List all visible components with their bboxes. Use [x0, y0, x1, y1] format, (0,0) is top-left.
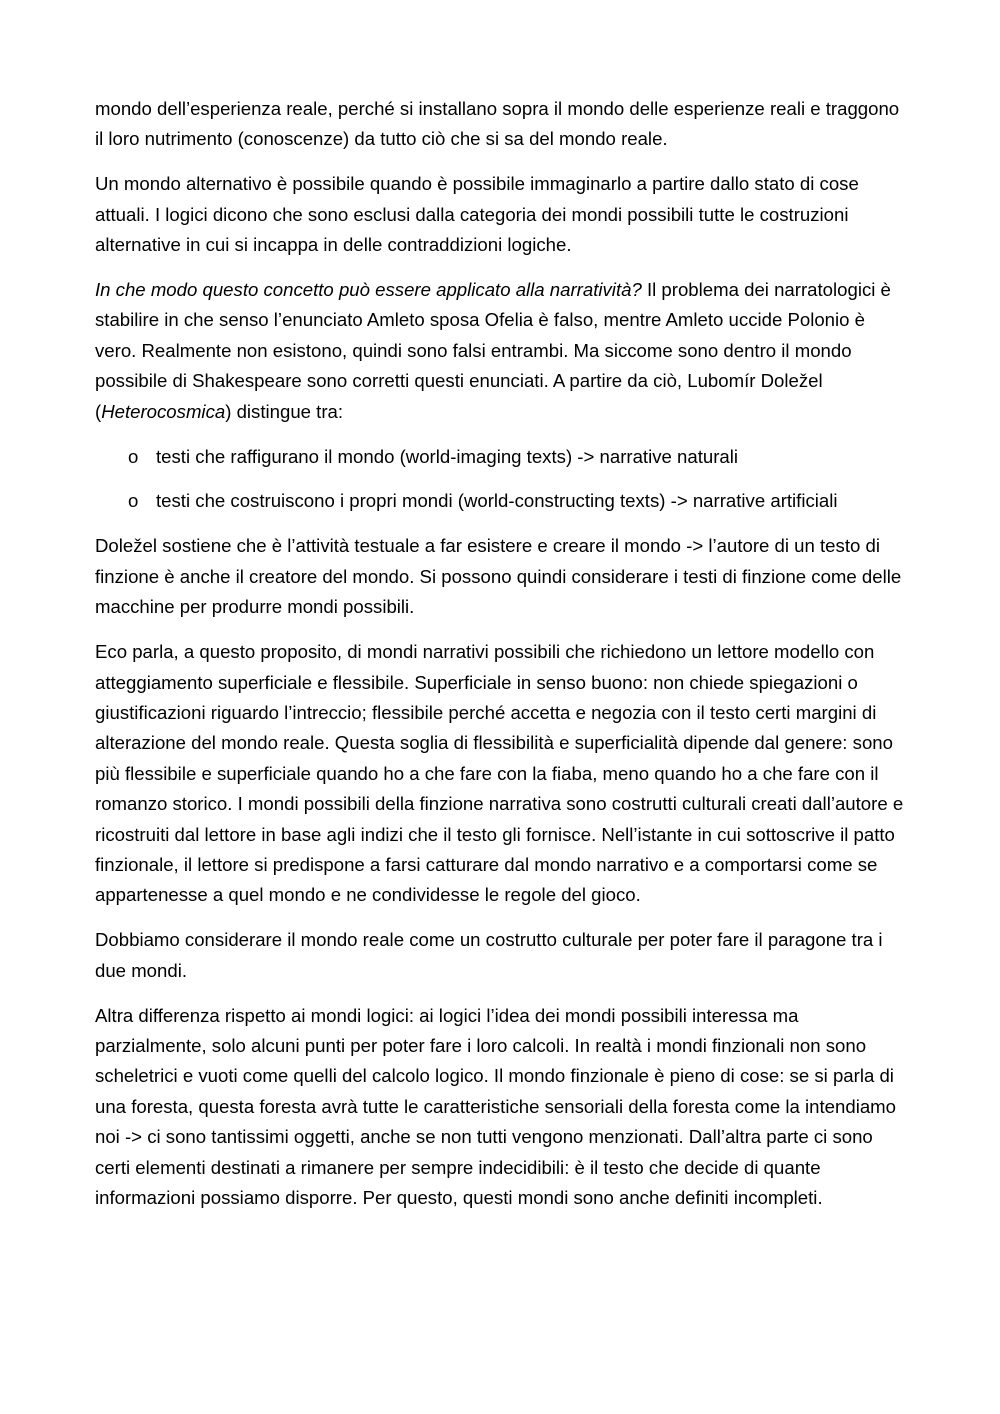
paragraph-3-text-b: ) distingue tra: [225, 400, 344, 422]
book-title: Heterocosmica [101, 400, 226, 422]
list-item-text: testi che costruiscono i propri mondi (world-constructing texts) -> narrative artificiali [156, 490, 838, 512]
list-item [95, 442, 910, 472]
list-item-text: testi che raffigurano il mondo (world-imaging texts) -> narrative naturali [156, 445, 739, 467]
bullet-marker: o [128, 445, 139, 467]
paragraph-3 [95, 275, 910, 427]
list-item [95, 486, 910, 516]
paragraph-2: Un mondo alternativo è possibile quando è possibile immaginarlo a partire dallo stato di cose attuali. I logici dicono che sono esclusi dalla categoria dei mondi possibili tutte le costruzioni alternative in cui si incappa in delle contraddizioni logiche. [95, 173, 859, 256]
document-page [95, 94, 910, 1228]
bullet-marker: o [128, 490, 139, 512]
bullet-list [95, 442, 910, 517]
paragraph-3-text-a: Il problema dei narratologici è stabilire in che senso l’enunciato Amleto sposa Ofelia è falso, mentre Amleto uccide Polonio è vero. Realmente non esistono, quindi sono falsi entrambi. Ma siccome sono dentro il mondo possibile di Shakespeare sono corretti questi enunciati. A partire da ciò, Lubomír Doležel ( [95, 279, 891, 422]
paragraph-7: Altra differenza rispetto ai mondi logici: ai logici l’idea dei mondi possibili interessa ma parzialmente, solo alcuni punti per poter fare i loro calcoli. In realtà i mondi finzionali non sono scheletrici e vuoti come quelli del calcolo logico. Il mondo finzionale è pieno di cose: se si parla di una foresta, questa foresta avrà tutte le caratteristiche sensoriali della foresta come la intendiamo noi -> ci sono tantissimi oggetti, anche se non tutti vengono menzionati. Dall’altra parte ci sono certi elementi destinati a rimanere per sempre indecidibili: è il testo che decide di quante informazioni possiamo disporre. Per questo, questi mondi sono anche definiti incompleti. [95, 1004, 896, 1208]
paragraph-6: Dobbiamo considerare il mondo reale come un costrutto culturale per poter fare il paragone tra i due mondi. [95, 929, 883, 981]
question-text: In che modo questo concetto può essere applicato alla narratività? [95, 279, 642, 301]
paragraph-5: Eco parla, a questo proposito, di mondi narrativi possibili che richiedono un lettore modello con atteggiamento superficiale e flessibile. Superficiale in senso buono: non chiede spiegazioni o giustificazioni riguardo l’intreccio; flessibile perché accetta e negozia con il testo certi margini di alterazione del mondo reale. Questa soglia di flessibilità e superficialità dipende dal genere: sono più flessibile e superficiale quando ho a che fare con la fiaba, meno quando ho a che fare con il romanzo storico. I mondi possibili della finzione narrativa sono costrutti culturali creati dall’autore e ricostruiti dal lettore in base agli indizi che il testo gli fornisce. Nell’istante in cui sottoscrive il patto finzionale, il lettore si predispone a farsi catturare dal mondo narrativo e a comportarsi come se appartenesse a quel mondo e ne condividesse le regole del gioco. [95, 641, 904, 906]
paragraph-4: Doležel sostiene che è l’attività testuale a far esistere e creare il mondo -> l’autore di un testo di finzione è anche il creatore del mondo. Si possono quindi considerare i testi di finzione come delle macchine per produrre mondi possibili. [95, 535, 902, 618]
paragraph-1: mondo dell’esperienza reale, perché si installano sopra il mondo delle esperienze reali e traggono il loro nutrimento (conoscenze) da tutto ciò che si sa del mondo reale. [95, 98, 900, 150]
